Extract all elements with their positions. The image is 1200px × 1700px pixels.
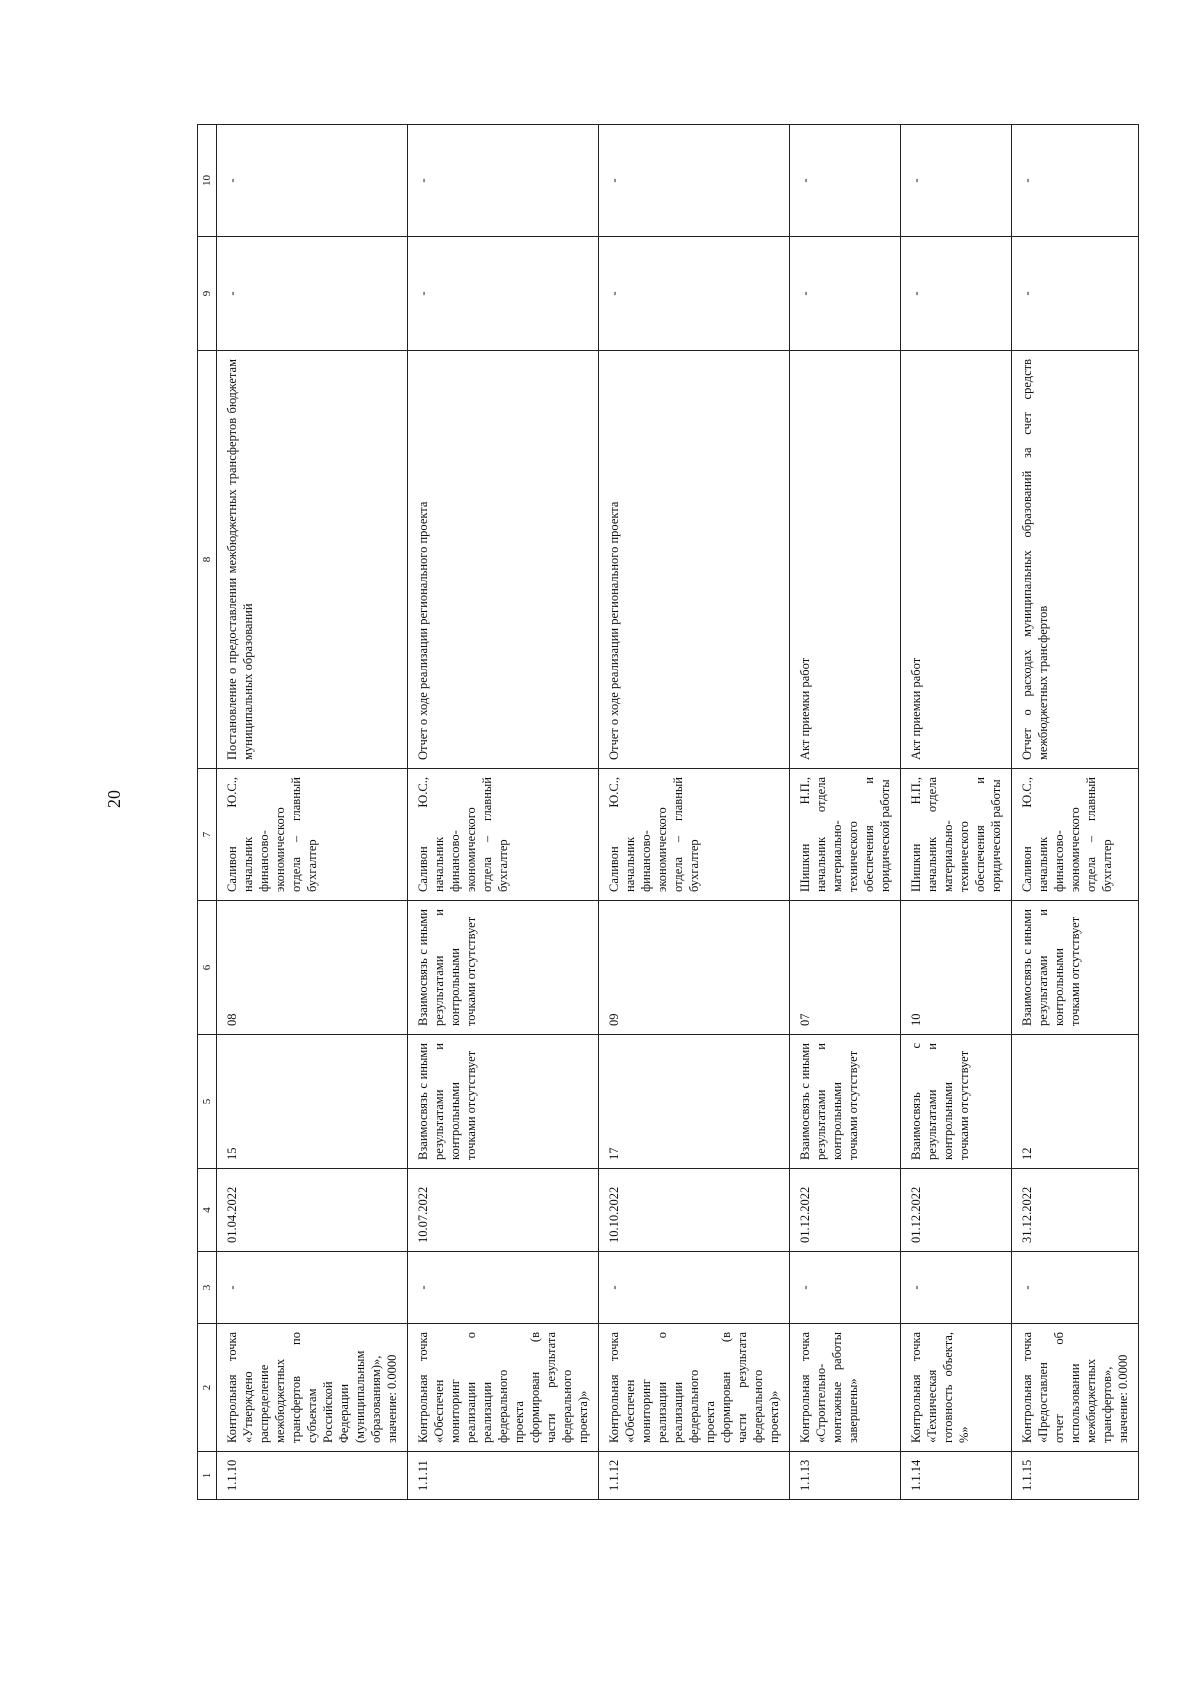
control-point-name-cell: Контрольная точка «Техническая готовность объекта, %» — [901, 1324, 1012, 1452]
column-header: 1 — [198, 1452, 217, 1500]
predecessor-cell: 12 — [1012, 1035, 1139, 1169]
column-9-cell: - — [217, 237, 408, 351]
table-row — [1012, 125, 1139, 1500]
row-number-cell: 1.1.12 — [599, 1452, 790, 1500]
column-10-cell: - — [408, 125, 599, 237]
header-row — [198, 125, 217, 1500]
control-point-name-cell: Контрольная точка «Предоставлен отчет об использовании межбюджетных трансфертов», значение: 0.0000 — [1012, 1324, 1139, 1452]
column-header: 10 — [198, 125, 217, 237]
control-point-name-cell: Контрольная точка «Утверждено распределение межбюджетных трансфертов по субъектам Российской Федерации (муниципальным образованиям)», значение: 0.0000 — [217, 1324, 408, 1452]
date-cell: 01.12.2022 — [901, 1169, 1012, 1252]
row-number-cell: 1.1.14 — [901, 1452, 1012, 1500]
successor-cell: Взаимосвязь с иными результатами и контрольными точками отсутствует — [1012, 901, 1139, 1035]
date-cell: 01.12.2022 — [790, 1169, 901, 1252]
document-cell: Отчет о расходах муниципальных образований за счет средств межбюджетных трансфертов — [1012, 351, 1139, 769]
base-value-cell: - — [599, 1252, 790, 1324]
column-header: 5 — [198, 1035, 217, 1169]
column-header: 6 — [198, 901, 217, 1035]
column-10-cell: - — [901, 125, 1012, 237]
base-value-cell: - — [408, 1252, 599, 1324]
base-value-cell: - — [217, 1252, 408, 1324]
rotated-table-wrapper — [197, 125, 1131, 1500]
column-header: 2 — [198, 1324, 217, 1452]
date-cell: 10.07.2022 — [408, 1169, 599, 1252]
row-number-cell: 1.1.11 — [408, 1452, 599, 1500]
control-point-name-cell: Контрольная точка «Обеспечен мониторинг реализации о реализации федерального проекта сформирован (в части результата федерального проекта)» — [408, 1324, 599, 1452]
row-number-cell: 1.1.10 — [217, 1452, 408, 1500]
column-9-cell: - — [790, 237, 901, 351]
column-header: 7 — [198, 769, 217, 901]
successor-cell: 07 — [790, 901, 901, 1035]
document-cell: Акт приемки работ — [790, 351, 901, 769]
column-9-cell: - — [901, 237, 1012, 351]
column-10-cell: - — [1012, 125, 1139, 237]
column-header: 3 — [198, 1252, 217, 1324]
document-cell: Отчет о ходе реализации регионального проекта — [599, 351, 790, 769]
column-header: 4 — [198, 1169, 217, 1252]
responsible-cell: Шишкин Н.П., начальник отдела материально-технического обеспечения и юридической работы — [901, 769, 1012, 901]
date-cell: 01.04.2022 — [217, 1169, 408, 1252]
control-point-name-cell: Контрольная точка «Обеспечен мониторинг реализации о реализации федерального проекта сформирован (в части результата федерального проекта)» — [599, 1324, 790, 1452]
date-cell: 10.10.2022 — [599, 1169, 790, 1252]
table-row — [408, 125, 599, 1500]
predecessor-cell: 17 — [599, 1035, 790, 1169]
table-row — [217, 125, 408, 1500]
responsible-cell: Саливон Ю.С., начальник финансово-экономического отдела – главный бухгалтер — [599, 769, 790, 901]
successor-cell: Взаимосвязь с иными результатами и контрольными точками отсутствует — [408, 901, 599, 1035]
control-point-name-cell: Контрольная точка «Строительно-монтажные работы завершены» — [790, 1324, 901, 1452]
column-10-cell: - — [217, 125, 408, 237]
row-number-cell: 1.1.15 — [1012, 1452, 1139, 1500]
column-header: 9 — [198, 237, 217, 351]
document-cell: Постановление о предоставлении межбюджетных трансфертов бюджетам муниципальных образований — [217, 351, 408, 769]
column-10-cell: - — [599, 125, 790, 237]
page-number: 20 — [104, 790, 124, 808]
column-10-cell: - — [790, 125, 901, 237]
predecessor-cell: Взаимосвязь с иными результатами и контрольными точками отсутствует — [790, 1035, 901, 1169]
column-9-cell: - — [599, 237, 790, 351]
predecessor-cell: Взаимосвязь с иными результатами и контрольными точками отсутствует — [408, 1035, 599, 1169]
column-9-cell: - — [408, 237, 599, 351]
base-value-cell: - — [901, 1252, 1012, 1324]
successor-cell: 10 — [901, 901, 1012, 1035]
control-points-table — [197, 124, 1139, 1500]
successor-cell: 08 — [217, 901, 408, 1035]
table-row — [599, 125, 790, 1500]
responsible-cell: Шишкин Н.П., начальник отдела материально-технического обеспечения и юридической работы — [790, 769, 901, 901]
table-row — [790, 125, 901, 1500]
responsible-cell: Саливон Ю.С., начальник финансово-экономического отдела – главный бухгалтер — [217, 769, 408, 901]
document-cell: Отчет о ходе реализации регионального проекта — [408, 351, 599, 769]
document-cell: Акт приемки работ — [901, 351, 1012, 769]
successor-cell: 09 — [599, 901, 790, 1035]
predecessor-cell: Взаимосвязь с результатами и контрольными точками отсутствует — [901, 1035, 1012, 1169]
row-number-cell: 1.1.13 — [790, 1452, 901, 1500]
responsible-cell: Саливон Ю.С., начальник финансово-экономического отдела – главный бухгалтер — [408, 769, 599, 901]
base-value-cell: - — [790, 1252, 901, 1324]
column-header: 8 — [198, 351, 217, 769]
column-9-cell: - — [1012, 237, 1139, 351]
date-cell: 31.12.2022 — [1012, 1169, 1139, 1252]
predecessor-cell: 15 — [217, 1035, 408, 1169]
table-row — [901, 125, 1012, 1500]
base-value-cell: - — [1012, 1252, 1139, 1324]
responsible-cell: Саливон Ю.С., начальник финансово-экономического отдела – главный бухгалтер — [1012, 769, 1139, 901]
